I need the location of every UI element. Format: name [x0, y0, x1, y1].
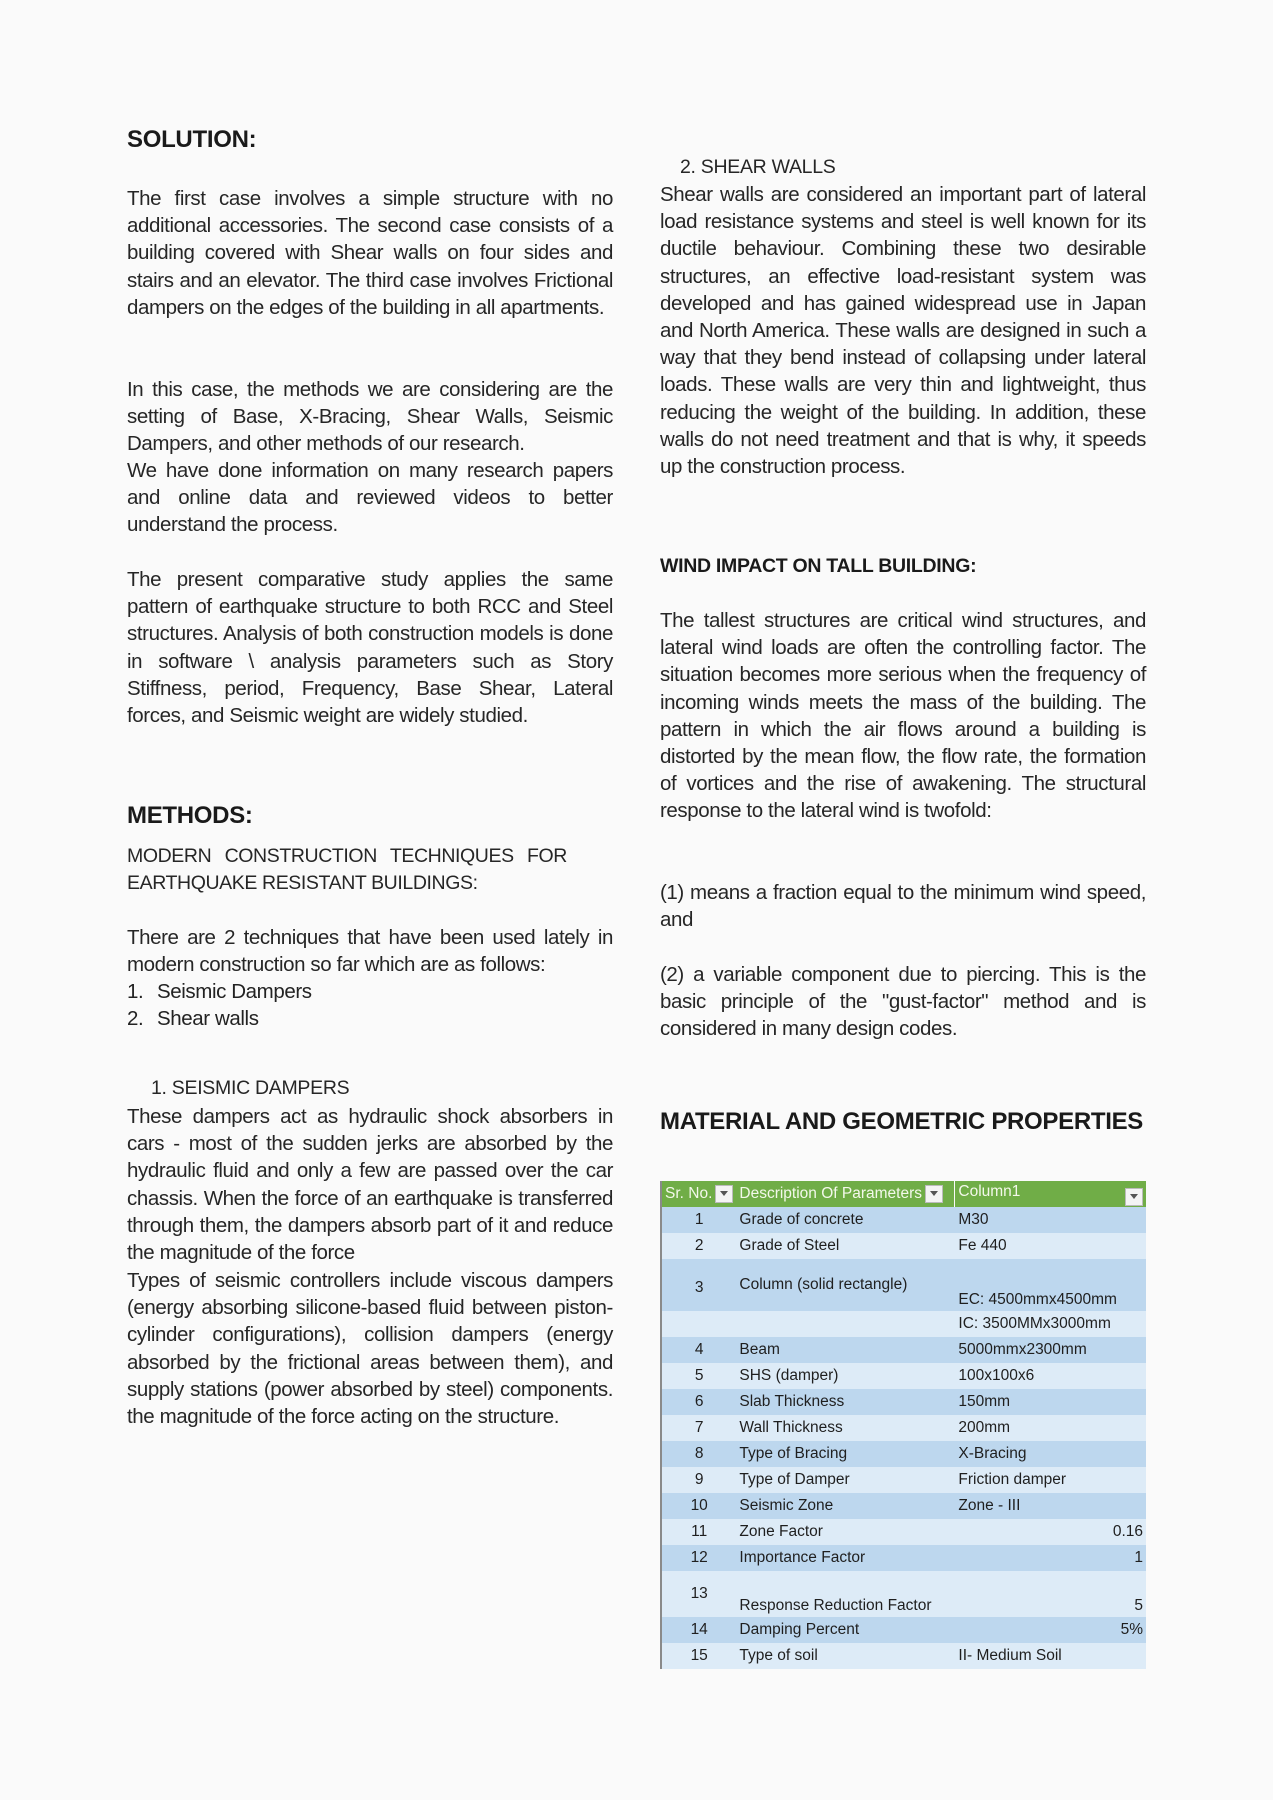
shear-walls-heading: 2. SHEAR WALLS — [680, 156, 836, 178]
table-row: 3 Column (solid rectangle) EC: 4500mmx4500mm — [661, 1259, 1146, 1311]
methods-heading: METHODS: — [127, 802, 253, 829]
column-header-description: Description Of Parameters — [736, 1181, 955, 1207]
solution-paragraph-2a: In this case, the methods we are considering are the setting of Base, X-Bracing, Shear Walls, Seismic Dampers, and other methods of our research. — [127, 378, 613, 456]
solution-paragraph-3: The present comparative study applies the same pattern of earthquake structure to both RCC and Steel structures. Analysis of both construction models is done in software \ analysis parameters such as Story Stiffness, period, Frequency, Base Shear, Lateral forces, and Seismic weight are widely studied. — [127, 568, 613, 728]
filter-dropdown-icon[interactable] — [925, 1185, 943, 1203]
table-row: 7 Wall Thickness 200mm — [661, 1415, 1146, 1441]
filter-dropdown-icon[interactable] — [1125, 1188, 1143, 1206]
table-row: 15 Type of soil II- Medium Soil — [661, 1643, 1146, 1669]
wind-impact-heading: WIND IMPACT ON TALL BUILDING: — [660, 555, 977, 577]
table-row: 6 Slab Thickness 150mm — [661, 1389, 1146, 1415]
filter-dropdown-icon[interactable] — [715, 1185, 733, 1203]
table-row: 11 Zone Factor 0.16 — [661, 1519, 1146, 1545]
table-header-row — [661, 1181, 1146, 1207]
list-item: 2. Shear walls — [127, 1007, 259, 1031]
table-row: 1 Grade of concrete M30 — [661, 1207, 1146, 1233]
table-row: 9 Type of Damper Friction damper — [661, 1467, 1146, 1493]
table-row: IC: 3500MMx3000mm — [661, 1311, 1146, 1337]
column-header-column1: Column1 — [955, 1181, 1146, 1207]
material-properties-heading: MATERIAL AND GEOMETRIC PROPERTIES — [660, 1108, 1144, 1135]
list-item: 1. Seismic Dampers — [127, 980, 312, 1003]
techniques-list — [127, 978, 613, 1032]
seismic-dampers-paragraph-1: These dampers act as hydraulic shock absorbers in cars - most of the sudden jerks are absorbed by the hydraulic fluid and only a few are passed over the car chassis. When the force of an earthquake is transferred through them, the dampers absorb part of it and reduce the magnitude of the force — [127, 1105, 613, 1265]
material-properties-table — [660, 1181, 1146, 1669]
wind-paragraph-2: (1) means a fraction equal to the minimum wind speed, and — [660, 881, 1146, 932]
wind-paragraph-1: The tallest structures are critical wind structures, and lateral wind loads are often the controlling factor. The situation becomes more serious when the frequency of incoming winds meets the mass of the building. The pattern in which the air flows around a building is distorted by the mean flow, the flow rate, the formation of vortices and the rise of awakening. The structural response to the lateral wind is twofold: — [660, 609, 1146, 823]
shear-walls-paragraph: Shear walls are considered an important part of lateral load resistance systems and steel is well known for its ductile behaviour. Combining these two desirable structures, an effective load-resistant system was developed and has gained widespread use in Japan and North America. These walls are designed in such a way that they bend instead of collapsing under lateral loads. These walls are very thin and lightweight, thus reducing the weight of the building. In addition, these walls do not need treatment and that is why, it speeds up the construction process. — [660, 183, 1146, 479]
solution-paragraph-2b: We have done information on many research papers and online data and reviewed videos to better understand the process. — [127, 459, 613, 537]
methods-subheading: MODERN CONSTRUCTION TECHNIQUES FOR EARTHQUAKE RESISTANT BUILDINGS: — [127, 845, 567, 895]
wind-paragraph-3: (2) a variable component due to piercing. This is the basic principle of the "gust-factor" method and is considered in many design codes. — [660, 963, 1146, 1041]
table-row: 2 Grade of Steel Fe 440 — [661, 1233, 1146, 1259]
column-header-sr-no: Sr. No. — [661, 1181, 736, 1207]
seismic-dampers-paragraph-2: Types of seismic controllers include viscous dampers (energy absorbing silicone-based fluid between piston-cylinder configurations), collision dampers (energy absorbed by the frictional areas between them), and supply stations (power absorbed by steel) components. the magnitude of the force acting on the structure. — [127, 1269, 613, 1429]
table-row: 14 Damping Percent 5% — [661, 1617, 1146, 1643]
solution-paragraph-1: The first case involves a simple structure with no additional accessories. The second case consists of a building covered with Shear walls on four sides and stairs and an elevator. The third case involves Frictional dampers on the edges of the building in all apartments. — [127, 187, 613, 319]
table-row: 12 Importance Factor 1 — [661, 1545, 1146, 1571]
table-row: 13 Response Reduction Factor 5 — [661, 1571, 1146, 1617]
table-row: 8 Type of Bracing X-Bracing — [661, 1441, 1146, 1467]
table-row: 4 Beam 5000mmx2300mm — [661, 1337, 1146, 1363]
table-row: 5 SHS (damper) 100x100x6 — [661, 1363, 1146, 1389]
methods-intro: There are 2 techniques that have been used lately in modern construction so far which are as follows: — [127, 926, 613, 977]
seismic-dampers-heading: 1. SEISMIC DAMPERS — [151, 1077, 350, 1099]
solution-heading: SOLUTION: — [127, 126, 257, 153]
table-row: 10 Seismic Zone Zone - III — [661, 1493, 1146, 1519]
